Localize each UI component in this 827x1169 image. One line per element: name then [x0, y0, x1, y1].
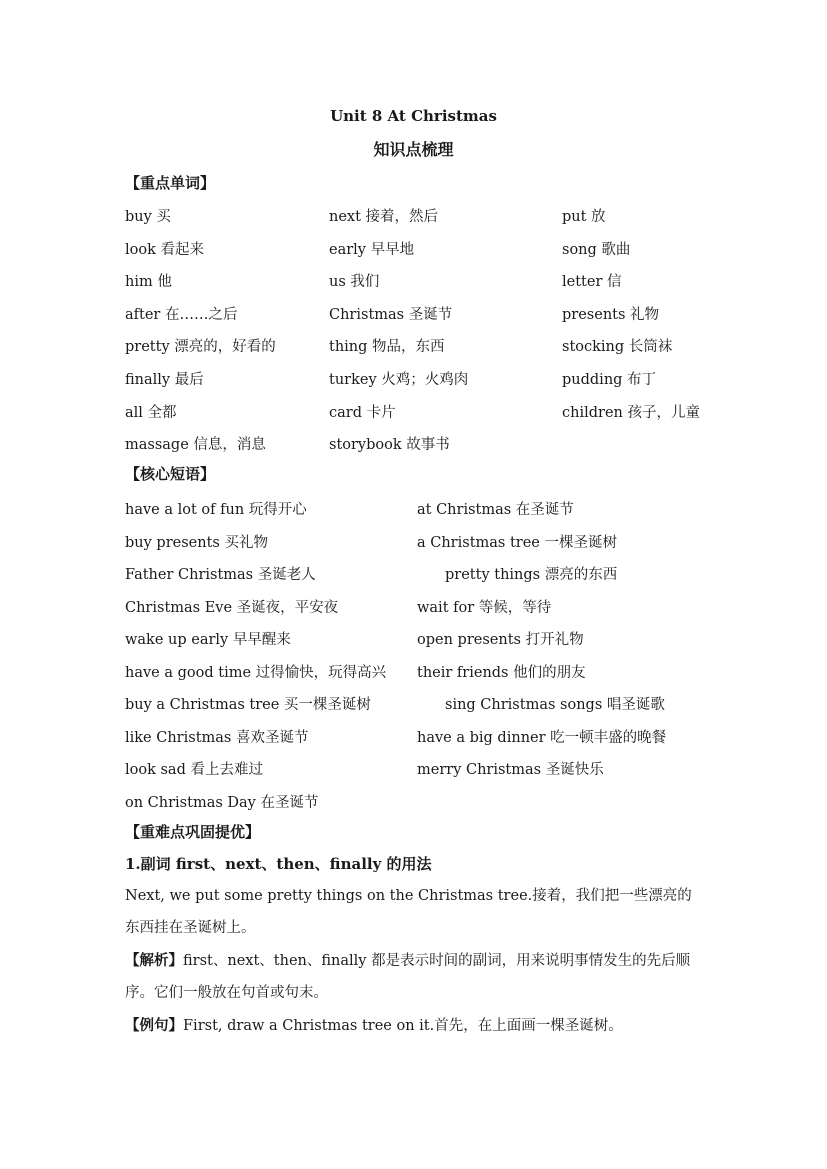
phrase-item: have a good time 过得愉快，玩得高兴 [125, 664, 387, 681]
vocab-item: letter 信 [562, 274, 622, 291]
analysis-tag: 【解析】 [125, 952, 183, 969]
vocab-item: presents 礼物 [562, 306, 660, 323]
phrase-item: a Christmas tree 一棵圣诞树 [417, 534, 617, 551]
vocab-item: all 全都 [125, 404, 177, 421]
example-sentence: Next, we put some pretty things on the Christmas tree.接着，我们把一些漂亮的东西挂在圣诞树上。 [125, 888, 692, 936]
vocab-item: massage 信息，消息 [125, 437, 266, 454]
page-title: Unit 8 At Christmas [330, 107, 497, 125]
vocab-item: after 在……之后 [125, 306, 238, 323]
vocab-item: pudding 布丁 [562, 371, 657, 388]
phrase-item: Father Christmas 圣诞老人 [125, 567, 316, 583]
vocab-item: him 他 [125, 274, 172, 291]
section-heading-key-points: 【重难点巩固提优】 [125, 823, 261, 841]
vocab-row [125, 368, 725, 401]
key-point-heading: 1.副词 first、next、then、finally 的用法 [125, 855, 432, 873]
vocab-row [125, 401, 725, 434]
phrase-item: have a big dinner 吃一顿丰盛的晚餐 [417, 729, 667, 746]
vocab-item: finally 最后 [125, 371, 204, 388]
vocab-item: us 我们 [329, 274, 380, 291]
phrase-item: at Christmas 在圣诞节 [417, 502, 574, 518]
phrase-item: sing Christmas songs 唱圣诞歌 [445, 697, 665, 713]
phrase-row [125, 498, 725, 531]
phrase-row [125, 531, 725, 564]
vocab-item: stocking 长筒袜 [562, 339, 673, 356]
phrase-item: wake up early 早早醒来 [125, 632, 291, 648]
phrase-row [125, 628, 725, 661]
analysis-text: first、next、then、finally 都是表示时间的副词，用来说明事情发生的先后顺序。它们一般放在句首或句末。 [125, 953, 691, 1001]
vocab-item: next 接着，然后 [329, 209, 439, 225]
phrase-row [125, 693, 725, 726]
vocab-table [125, 205, 725, 466]
vocab-row [125, 270, 725, 303]
phrase-item: their friends 他们的朋友 [417, 664, 586, 681]
sample-paragraph [125, 1010, 705, 1042]
phrase-item: buy presents 买礼物 [125, 534, 268, 551]
phrase-item: look sad 看上去难过 [125, 762, 263, 778]
vocab-row [125, 433, 725, 466]
sample-tag: 【例句】 [125, 1017, 183, 1034]
section-heading-words: 【重点单词】 [125, 174, 216, 192]
phrase-item: buy a Christmas tree 买一棵圣诞树 [125, 697, 371, 713]
vocab-item: song 歌曲 [562, 241, 631, 258]
vocab-item: pretty 漂亮的，好看的 [125, 339, 276, 356]
phrase-item: like Christmas 喜欢圣诞节 [125, 729, 309, 746]
phrase-row [125, 661, 725, 694]
analysis-paragraph [125, 945, 705, 1009]
phrase-item: wait for 等候，等待 [417, 599, 552, 616]
vocab-item: buy 买 [125, 209, 171, 225]
phrase-row [125, 726, 725, 759]
phrase-item: merry Christmas 圣诞快乐 [417, 762, 604, 778]
vocab-item: card 卡片 [329, 404, 396, 421]
phrase-row [125, 758, 725, 791]
phrase-table [125, 498, 725, 823]
section-heading-phrases: 【核心短语】 [125, 465, 216, 483]
vocab-item: early 早早地 [329, 241, 415, 258]
vocab-row [125, 238, 725, 271]
vocab-item: put 放 [562, 209, 606, 225]
phrase-row [125, 563, 725, 596]
phrase-item: on Christmas Day 在圣诞节 [125, 794, 319, 811]
phrase-item: pretty things 漂亮的东西 [445, 567, 618, 583]
sample-text: First, draw a Christmas tree on it.首先，在上面画一棵圣诞树。 [183, 1018, 623, 1034]
vocab-item: storybook 故事书 [329, 437, 450, 454]
phrase-row [125, 791, 725, 824]
phrase-item: open presents 打开礼物 [417, 632, 584, 648]
vocab-row [125, 335, 725, 368]
phrase-item: have a lot of fun 玩得开心 [125, 502, 307, 518]
vocab-item: thing 物品，东西 [329, 339, 445, 356]
vocab-item: Christmas 圣诞节 [329, 306, 453, 323]
phrase-item: Christmas Eve 圣诞夜，平安夜 [125, 599, 339, 616]
vocab-item: children 孩子，儿童 [562, 404, 700, 421]
vocab-row [125, 303, 725, 336]
vocab-item: turkey 火鸡；火鸡肉 [329, 371, 469, 388]
page-subtitle: 知识点梳理 [373, 140, 454, 159]
vocab-row [125, 205, 725, 238]
phrase-row [125, 596, 725, 629]
vocab-item: look 看起来 [125, 241, 204, 258]
